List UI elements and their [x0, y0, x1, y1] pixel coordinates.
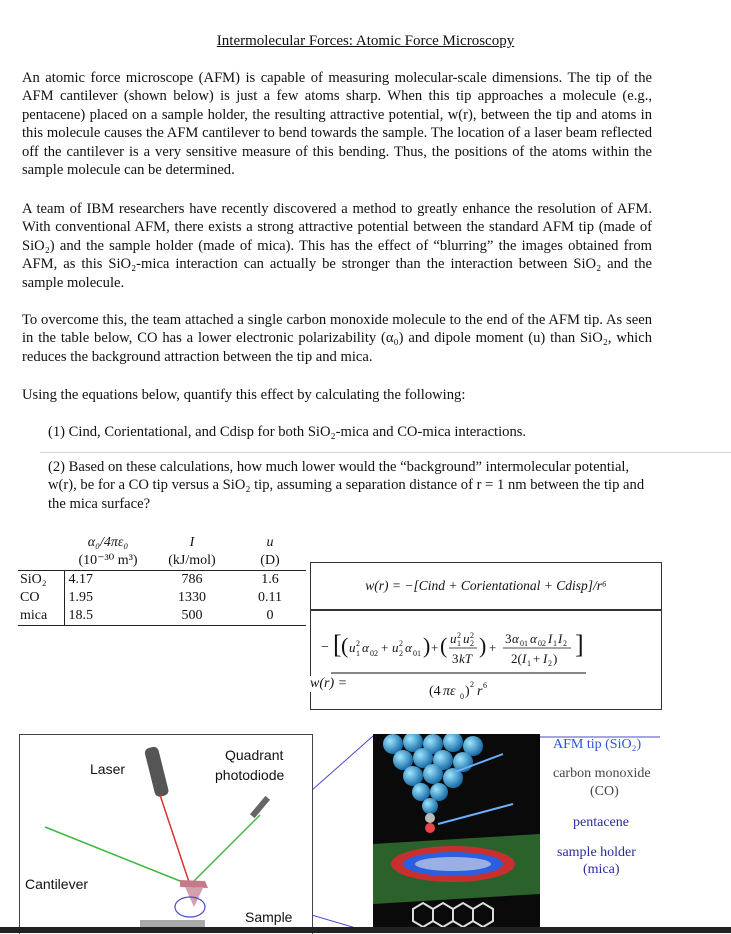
svg-text:2: 2 [457, 631, 461, 640]
svg-text:u: u [349, 640, 356, 655]
dipole-unit: (D) [232, 552, 306, 571]
question-2: (2) Based on these calculations, how much lower would the “background” intermolecular potential, w(r), be for a CO tip versus a SiO₂ tip, assuming a separation distance of r = 1 nm between the tip and the mica surface? [48, 459, 645, 512]
svg-text:+: + [533, 651, 541, 666]
table-row: mica 18.5 500 0 [18, 607, 306, 626]
question-1: (1) Cind, Corientational, and Cdisp for both SiO₂-mica and CO-mica interactions. [48, 424, 527, 440]
svg-text:1: 1 [527, 659, 531, 668]
sample-label: Sample [245, 909, 293, 925]
svg-text:0: 0 [460, 692, 464, 701]
holder-label-1: sample holder [557, 845, 636, 860]
holder-label-2: (mica) [583, 862, 620, 877]
svg-text:2: 2 [399, 649, 403, 658]
laser-icon [144, 746, 170, 798]
cantilever-label: Cantilever [25, 876, 89, 892]
equation-lhs: w(r) = [310, 676, 348, 691]
afm-schematic-svg [20, 735, 312, 934]
intro-paragraph: An atomic force microscope (AFM) is capable of measuring molecular-scale dimensions. The tip of the AFM cantilever (shown below) is just a few atoms sharp. When this tip approaches a molecule (e.g., pentacene) placed on a sample holder, the resulting attractive potential, w(r), between the tip and atoms in this molecule causes the AFM cantilever to bend towards the sample. The location of a laser beam reflected off the cantilever is a very sensitive measure of this bending. Thus, the positions of the atoms within the sample molecule can be determined. [22, 70, 652, 179]
instructions-paragraph: Using the equations below, quantify this effect by calculating the following: [22, 387, 466, 403]
svg-text:02: 02 [538, 639, 546, 648]
svg-text:): ) [553, 651, 558, 666]
svg-text:02: 02 [370, 649, 378, 658]
svg-text:3: 3 [452, 651, 459, 666]
svg-text:+: + [381, 640, 389, 655]
ionization-unit: (kJ/mol) [150, 552, 232, 571]
svg-text:πε: πε [443, 684, 456, 699]
ibm-paragraph: A team of IBM researchers have recently discovered a method to greatly enhance the resolution of AFM. With conventional AFM, there exists a strong attractive potential between the standard AFM tip (made of SiO₂) and the sample holder (made of mica). This has the effect of “blurring” the images obtained from AFM, as this SiO₂-mica interaction can actually be stronger than the interaction between SiO₂ and the sample molecule. [22, 201, 652, 291]
afm-tip-image [373, 734, 540, 933]
afm-schematic [19, 734, 313, 934]
equation-potential-sum: w(r) = −[Cind + Corientational + Cdisp]/r⁶ [310, 562, 662, 610]
pentacene-label: pentacene [573, 815, 629, 830]
svg-text:(: ( [341, 633, 349, 658]
svg-text:α: α [530, 631, 537, 646]
svg-text:(4: (4 [429, 684, 441, 699]
svg-text:I: I [548, 631, 553, 646]
svg-text:2: 2 [470, 631, 474, 640]
co-paragraph: To overcome this, the team attached a single carbon monoxide molecule to the end of the AFM tip. As seen in the table below, CO has a lower electronic polarizability (α₀) and dipole moment (u) than SiO₂, which reduces the background attraction between the tip and mica. [22, 312, 652, 365]
svg-text:kT: kT [459, 651, 472, 666]
svg-text:u: u [463, 631, 470, 646]
alpha-header: α₀/4πε₀ [87, 535, 129, 550]
photodiode-label-1: Quadrant [225, 747, 284, 763]
afm-tip-label: AFM tip (SiO₂) [553, 737, 642, 752]
dipole-header: u [266, 535, 274, 550]
svg-text:): ) [465, 684, 470, 699]
svg-text:1: 1 [553, 639, 557, 648]
alpha-unit: (10⁻³⁰ m³) [64, 552, 150, 571]
laser-label: Laser [90, 761, 126, 777]
photodiode-icon [250, 796, 270, 818]
bottom-border [0, 927, 731, 933]
page-title: Intermolecular Forces: Atomic Force Microscopy [216, 33, 515, 49]
table-row: CO 1.95 1330 0.11 [20, 590, 282, 605]
svg-text:): ) [479, 633, 487, 658]
svg-text:2: 2 [356, 639, 360, 648]
svg-text:3: 3 [505, 631, 512, 646]
svg-text:2: 2 [548, 659, 552, 668]
svg-text:I: I [558, 631, 563, 646]
svg-text:6: 6 [483, 681, 487, 690]
svg-text:I: I [522, 651, 527, 666]
svg-text:[: [ [333, 630, 342, 659]
svg-text:01: 01 [413, 649, 421, 658]
svg-text:u: u [392, 640, 399, 655]
table-row: SiO₂ 4.17 786 1.6 [20, 572, 279, 587]
svg-text:2(: 2( [511, 651, 522, 666]
svg-text:α: α [362, 640, 369, 655]
svg-text:1: 1 [356, 649, 360, 658]
svg-text:+: + [489, 640, 497, 655]
svg-text:(: ( [440, 633, 448, 658]
co-label-2: (CO) [590, 784, 619, 799]
svg-text:]: ] [575, 630, 584, 659]
svg-text:2: 2 [470, 680, 474, 689]
svg-text:α: α [405, 640, 412, 655]
svg-text:+: + [431, 640, 439, 655]
svg-text:−: − [321, 640, 329, 655]
svg-text:2: 2 [470, 639, 474, 648]
svg-text:α: α [512, 631, 519, 646]
co-label-1: carbon monoxide [553, 766, 651, 781]
ionization-header: I [189, 535, 195, 550]
svg-text:u: u [450, 631, 457, 646]
svg-text:I: I [543, 651, 548, 666]
svg-text:1: 1 [457, 639, 461, 648]
afm-tip-illustration [373, 734, 540, 933]
svg-text:2: 2 [399, 639, 403, 648]
svg-text:): ) [423, 633, 431, 658]
svg-text:2: 2 [563, 639, 567, 648]
photodiode-label-2: photodiode [215, 767, 285, 783]
svg-text:r: r [477, 684, 483, 699]
svg-text:01: 01 [520, 639, 528, 648]
